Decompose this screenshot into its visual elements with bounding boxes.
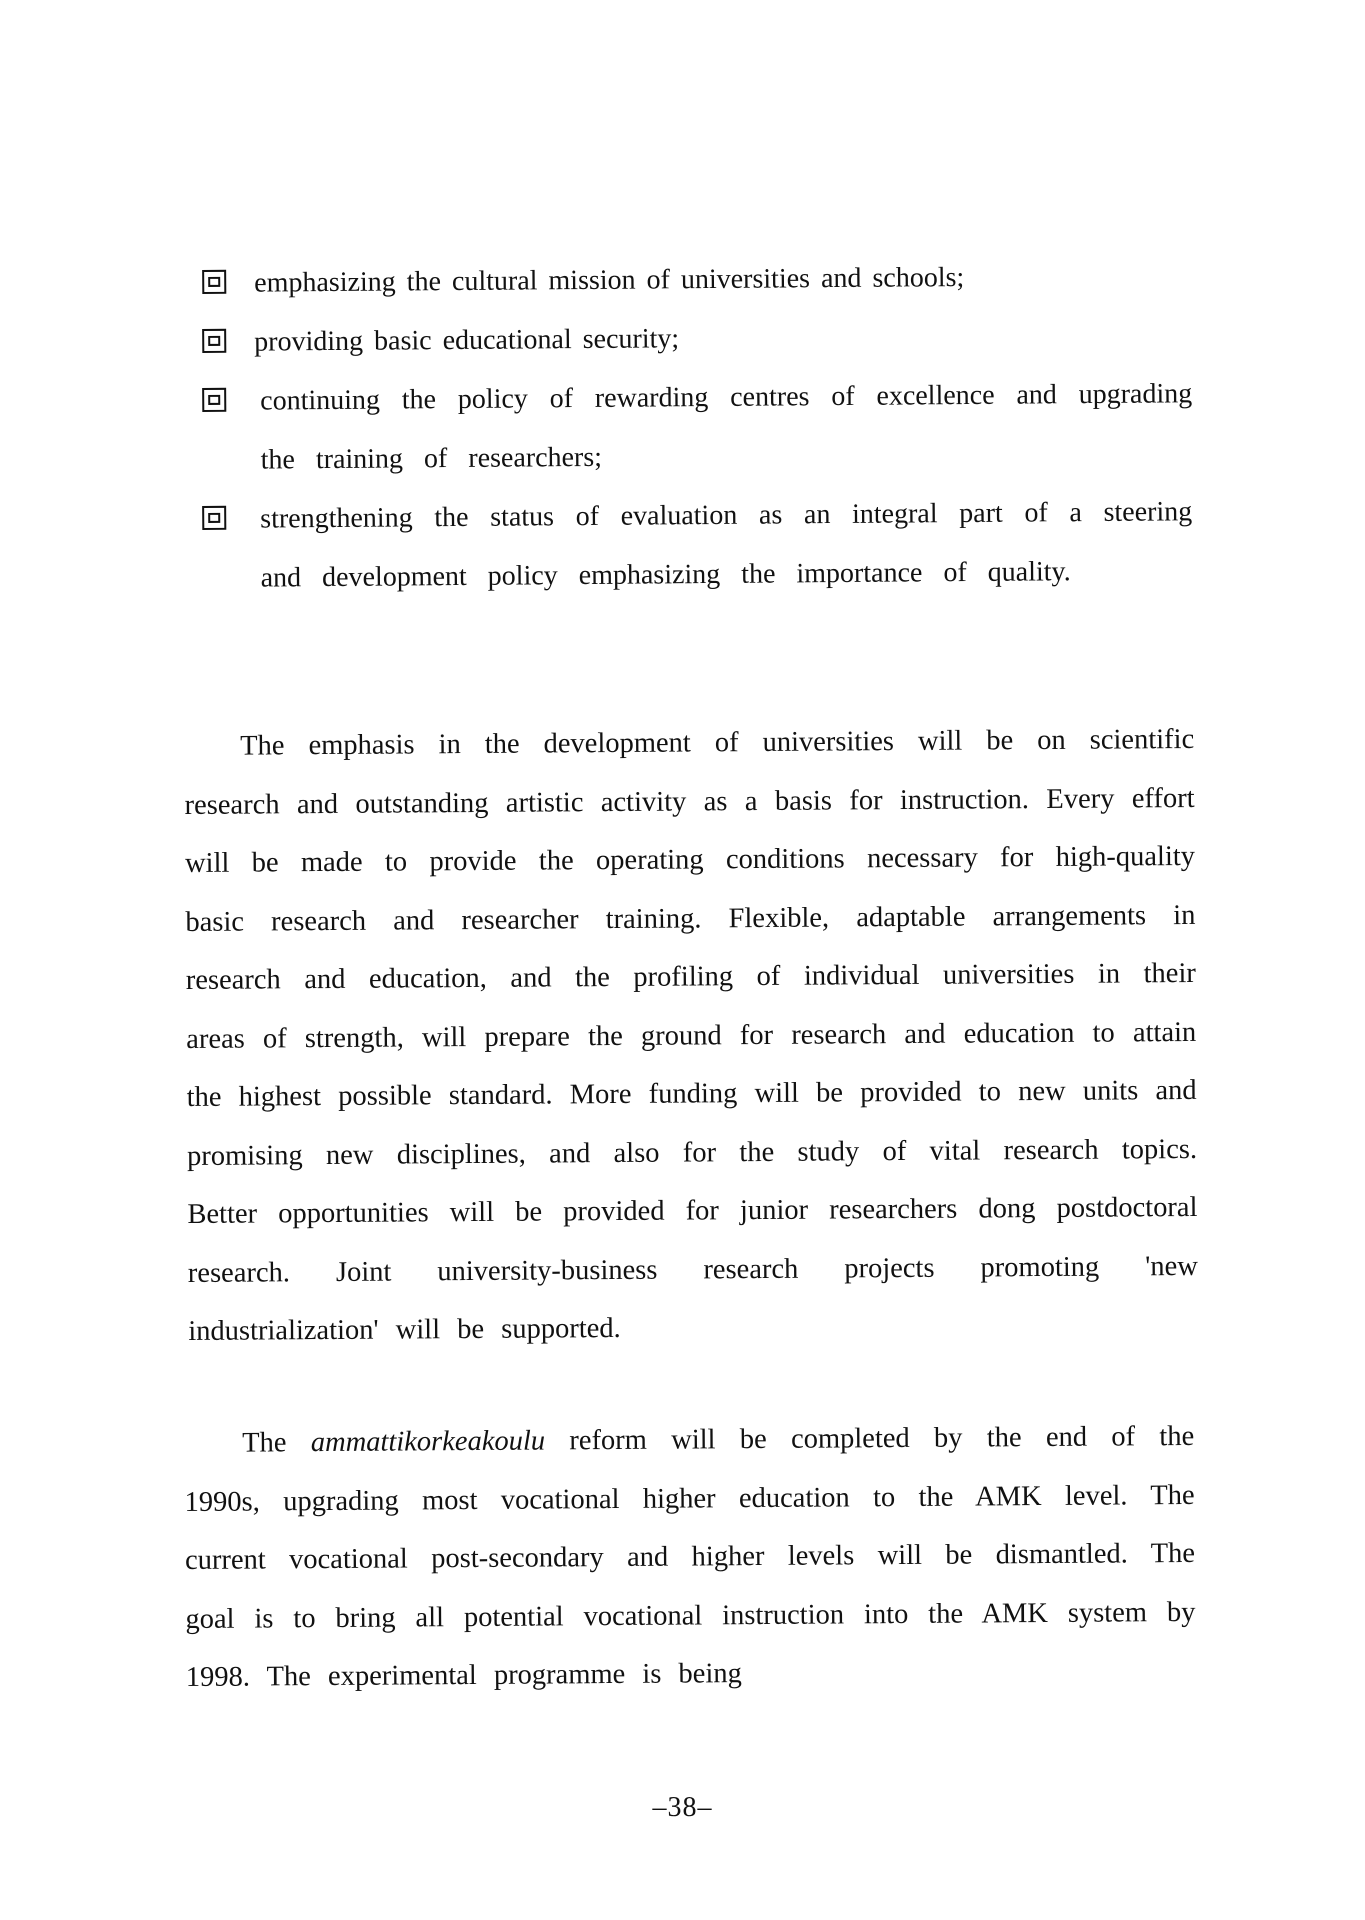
bullet-list: [202, 254, 1192, 608]
bullet-item: [202, 364, 1193, 490]
page-number: –38–: [652, 1792, 713, 1823]
bullet-text: strengthening the status of evaluation as an integral part of a steering and development policy emphasizing the importance of quality.: [260, 496, 1193, 594]
square-bullet-icon: [202, 329, 226, 353]
square-bullet-icon: [202, 388, 226, 412]
paragraph-text: [184, 1408, 1196, 1708]
paragraph-rest: reform will be completed by the end of the 1990s, upgrading most vocational higher education to the AMK level. The current vocational post-secondary and higher levels will be dismantled. The goal is to bring all potential vocational instruction into the AMK system by 1998. The experimental programme is being: [184, 1420, 1196, 1693]
bullet-text: emphasizing the cultural mission of universities and schools;: [254, 262, 965, 299]
bullet-item: [202, 482, 1193, 608]
italic-term: ammattikorkeakoulu: [310, 1425, 546, 1459]
body-paragraph-1: [184, 711, 1198, 1362]
bullet-text: continuing the policy of rewarding centres of excellence and upgrading the training of researchers;: [260, 378, 1193, 476]
body-paragraph-2: [184, 1408, 1196, 1708]
square-bullet-icon: [202, 506, 226, 530]
paragraph-lead: The: [242, 1427, 311, 1459]
bullet-text: providing basic educational security;: [254, 323, 680, 358]
paragraph-text: The emphasis in the development of universities will be on scientific research and outstanding artistic activity as a basis for instruction. Every effort will be made to provide the operating conditions necessary for high-quality basic research and researcher training. Flexible, adaptable arrangements in research and education, and the profiling of individual universities in their areas of strength, will prepare the ground for research and education to attain the highest possible standard. More funding will be provided to new units and promising new disciplines, and also for the study of vital research topics. Better opportunities will be provided for junior researchers dong postdoctoral research. Joint university-business research projects promoting 'new industrialization' will be supported.: [184, 723, 1198, 1347]
bullet-item: [202, 305, 1192, 372]
square-bullet-icon: [202, 270, 226, 294]
bullet-item: [202, 246, 1192, 313]
